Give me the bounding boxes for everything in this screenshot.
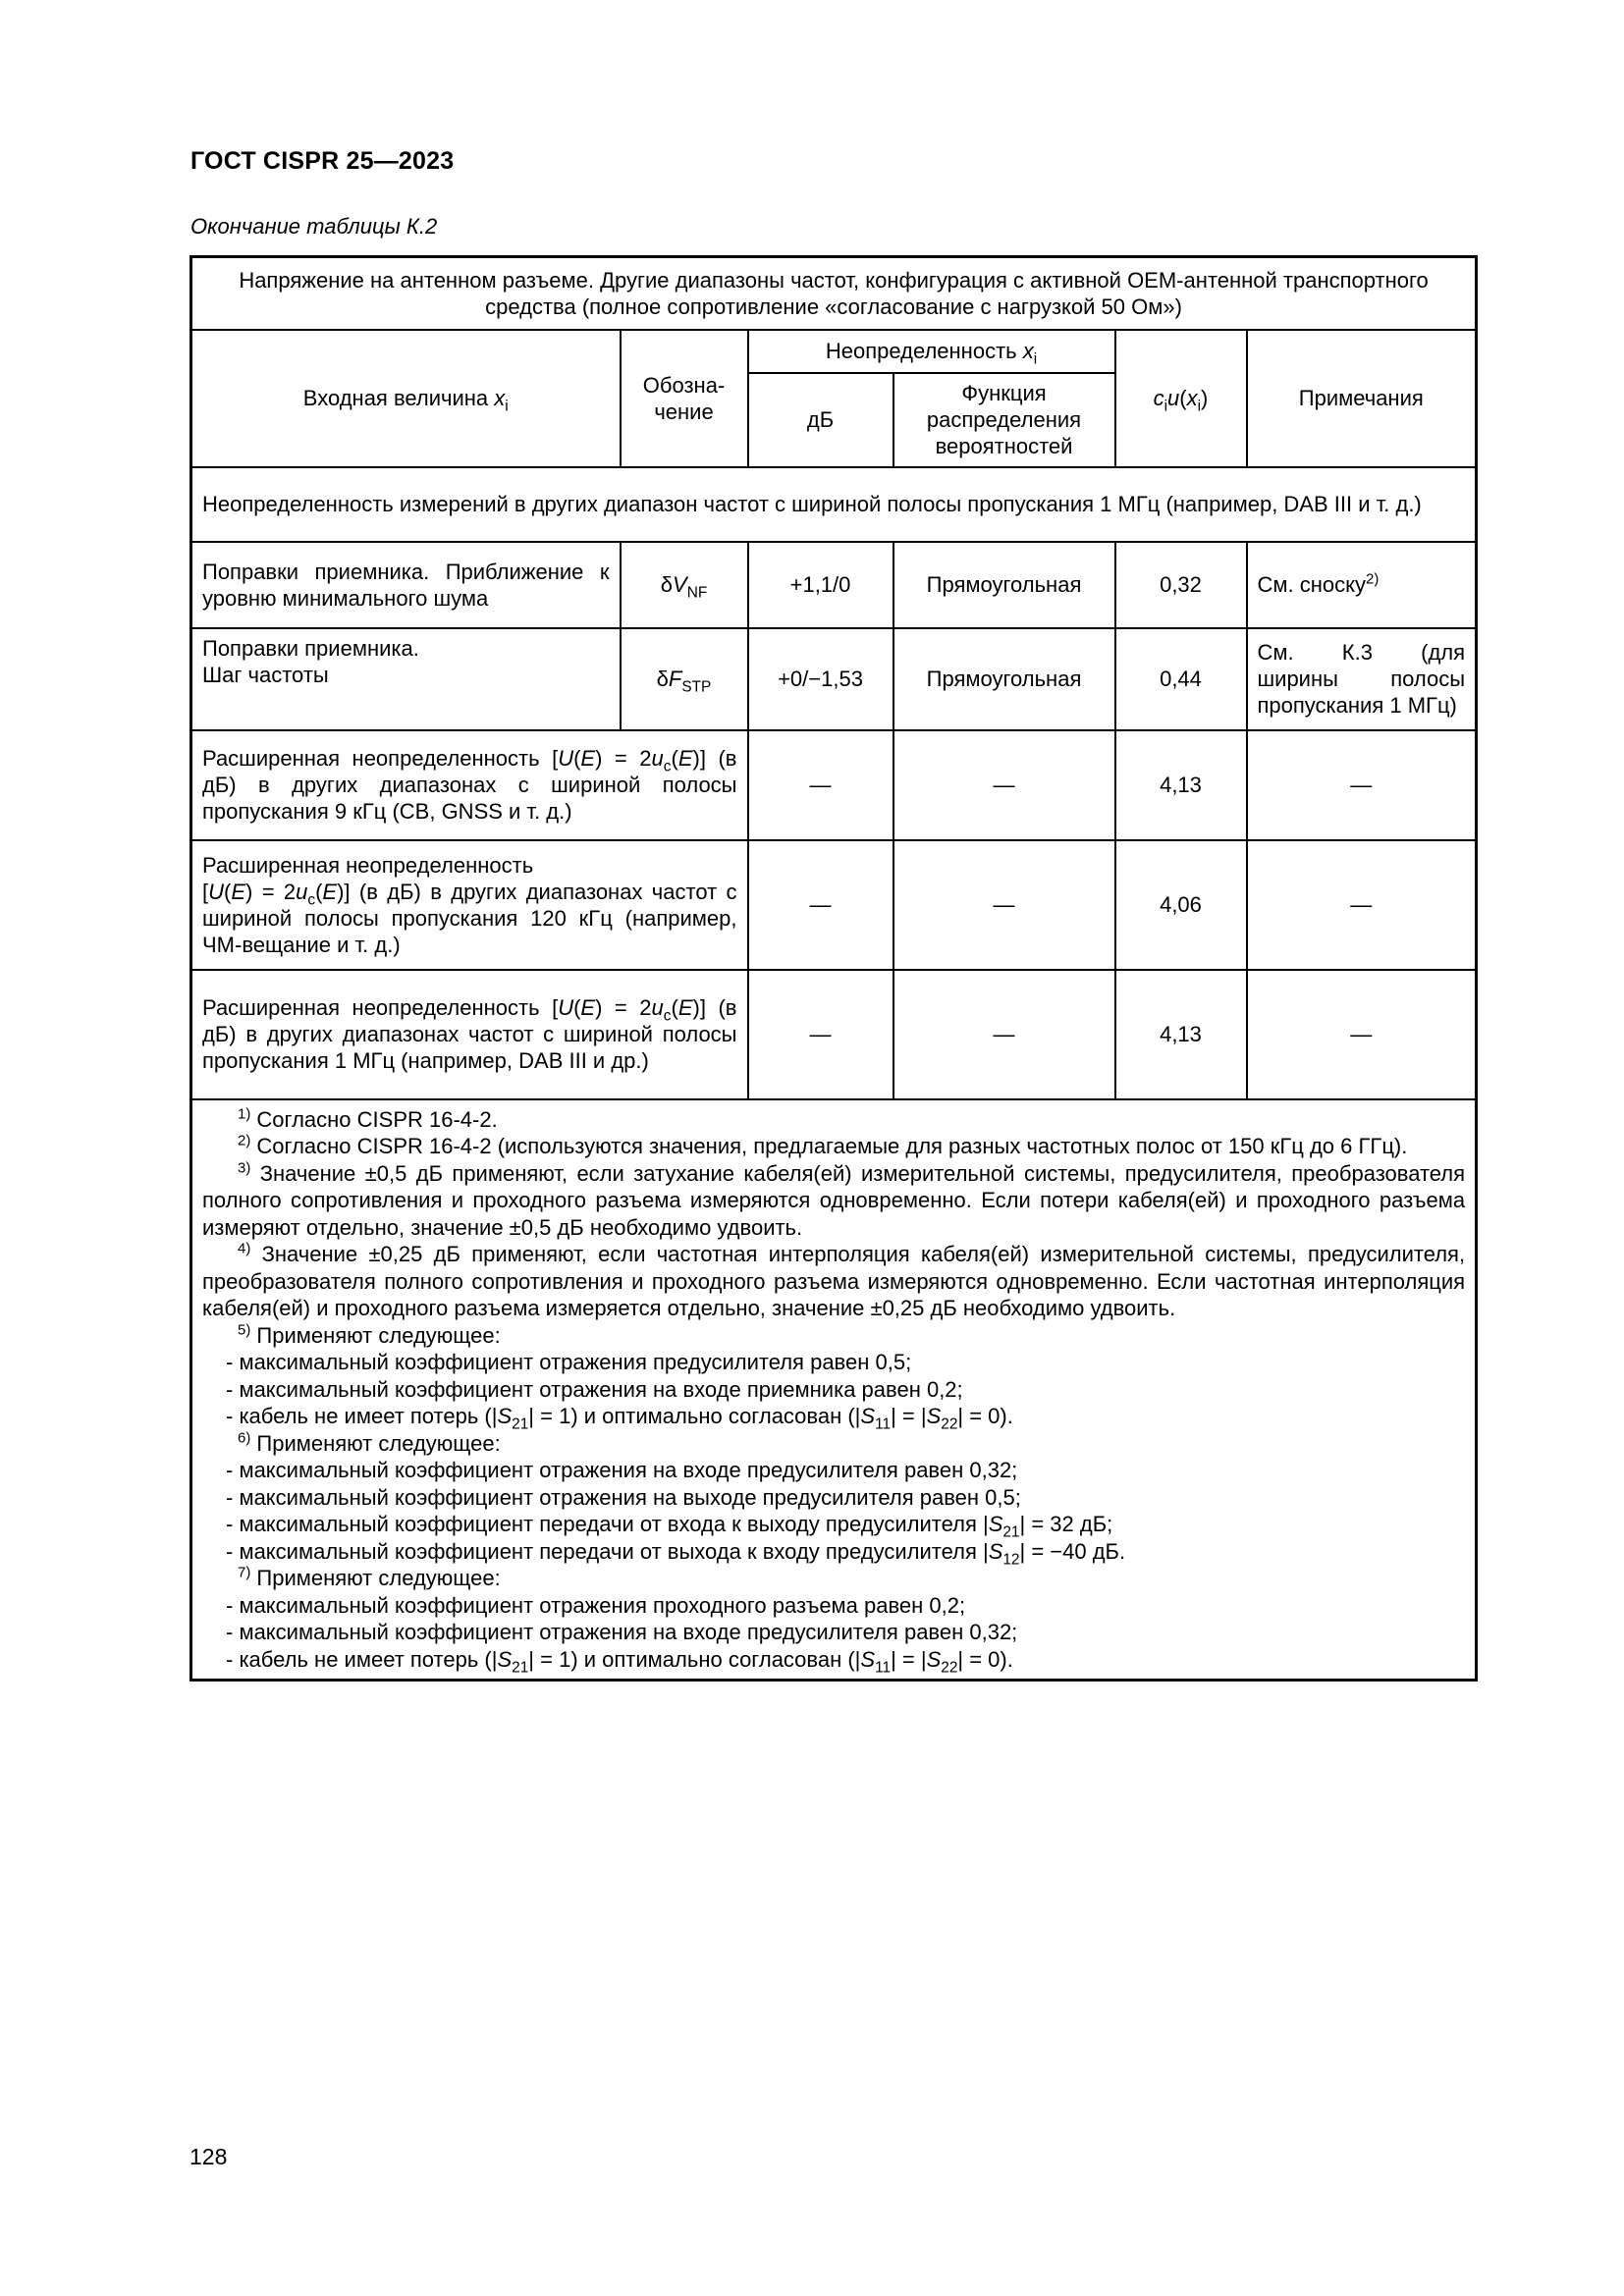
table-row-receiver-noise [191, 542, 1477, 628]
cell-db: +1,1/0 [748, 542, 893, 628]
cell-db: — [748, 840, 893, 970]
document-header: ГОСТ CISPR 25—2023 [190, 147, 455, 175]
footnote-6-item-4: - максимальный коэффициент передачи от выхода к входу предусилителя $|S_{12}| = -40$ дБ. [226, 1538, 1126, 1568]
footnote-6: $^{6)}$ Применяют следующее: [238, 1429, 501, 1456]
cell-db: — [748, 730, 893, 840]
footnote-7-item-1: - максимальный коэффициент отражения проходного разъема равен 0,2; [226, 1592, 966, 1618]
cell-note: — [1247, 840, 1477, 970]
table-header-row-1 [191, 330, 1477, 373]
footnote-1: $^{1)}$ Согласно CISPR 16-4-2. [238, 1105, 498, 1132]
cell-note: См. сноску$^{2)}$ [1247, 542, 1477, 628]
cell-expanded-label: Расширенная неопределенность $[U(E) = 2u_c(E)]$ (в дБ) в других диапазонах частот с шириной полосы пропускания 1 МГц (например, DAB III и др.) [191, 970, 748, 1099]
footnote-6-item-3: - максимальный коэффициент передачи от входа к выходу предусилителя $|S_{21}| = 32$ дБ; [226, 1512, 1113, 1541]
header-uncertainty: Неопределенность $x_i$ [748, 330, 1115, 373]
table-row-expanded-1mhz [191, 970, 1477, 1099]
footnote-5: $^{5)}$ Применяют следующее: [238, 1321, 501, 1348]
cell-distribution: Прямоугольная [893, 542, 1115, 628]
footnote-6-item-2: - максимальный коэффициент отражения на выходе предусилителя равен 0,5; [226, 1484, 1021, 1510]
footnote-7-item-2: - максимальный коэффициент отражения на входе предусилителя равен 0,32; [226, 1620, 1018, 1644]
cell-distribution: Прямоугольная [893, 628, 1115, 730]
footnote-2: $^{2)}$ Согласно CISPR 16-4-2 (используются значения, предлагаемые для разных частотных полос от 150 кГц до 6 ГГц). [238, 1132, 1408, 1158]
footnote-4: $^{4)}$ Значение ±0,25 дБ применяют, если частотная интерполяция кабеля(ей) измерительной системы, предусилителя, преобразователя полного сопротивления и проходного разъема измеряются одновременно. Если частотная интерполяция кабеля(ей) и проходного разъема измеряется отдельно, значение ±0,25 дБ необходимо удвоить. [202, 1240, 1466, 1320]
header-notes: Примечания [1247, 330, 1477, 467]
footnote-7-item-3: - кабель не имеет потерь $(|S_{21}| = 1)$ и оптимально согласован $(|S_{11}| = |S_{22}| = 0)$. [226, 1646, 1013, 1676]
cell-distribution: — [893, 840, 1115, 970]
section-row-text: Неопределенность измерений в других диапазон частот с шириной полосы пропускания 1 МГц (например, DAB III и т. д.) [191, 467, 1477, 542]
table-footnotes-row [191, 1099, 1477, 1681]
cell-distribution: — [893, 970, 1115, 1099]
header-distribution: Функция распределения вероятностей [893, 373, 1115, 467]
cell-db: — [748, 970, 893, 1099]
table-row-expanded-9khz [191, 730, 1477, 840]
footnote-5-item-1: - максимальный коэффициент отражения предусилителя равен 0,5; [226, 1350, 912, 1374]
cell-note: См. К.3 (для ширины полосы пропускания 1 МГц) [1247, 628, 1477, 730]
footnotes-block [191, 1099, 1477, 1681]
cell-ciu: 0,32 [1115, 542, 1247, 628]
cell-ciu: 4,13 [1115, 970, 1247, 1099]
cell-distribution: — [893, 730, 1115, 840]
cell-note: — [1247, 970, 1477, 1099]
table-title-row [191, 257, 1477, 330]
cell-ciu: 4,06 [1115, 840, 1247, 970]
cell-expanded-label: Расширенная неопределенность $[U(E) = 2u_c(E)]$ (в дБ) в других диапазонах частот с шириной полосы пропускания 120 кГц (например, ЧМ-вещание и т. д.) [191, 840, 748, 970]
footnote-5-item-2: - максимальный коэффициент отражения на входе приемника равен 0,2; [226, 1376, 963, 1402]
table-row-frequency-step [191, 628, 1477, 730]
footnote-5-item-3: - кабель не имеет потерь $(|S_{21}| = 1)$ и оптимально согласован $(|S_{11}| = |S_{22}| = 0)$. [226, 1404, 1013, 1433]
cell-db: +0/−1,53 [748, 628, 893, 730]
table-k2 [189, 255, 1478, 1682]
cell-symbol: $\delta F_{STP}$ [621, 628, 748, 730]
header-designation: Обозна- чение [621, 330, 748, 467]
table-section-row [191, 467, 1477, 542]
cell-expanded-label: Расширенная неопределенность $[U(E) = 2u_c(E)]$ (в дБ) в других диапазонах с шириной полосы пропускания 9 кГц (СВ, GNSS и т. д.) [191, 730, 748, 840]
header-db: дБ [748, 373, 893, 467]
header-input-quantity: Входная величина $x_i$ [191, 330, 621, 467]
cell-ciu: 0,44 [1115, 628, 1247, 730]
footnote-3: $^{3)}$ Значение ±0,5 дБ применяют, если затухание кабеля(ей) измерительной системы, предусилителя, преобразователя полного сопротивления и проходного разъема измеряются одновременно. Если потери кабеля(ей) и проходного разъема измеряют отдельно, значение ±0,5 дБ необходимо удвоить. [202, 1159, 1466, 1240]
table-title: Напряжение на антенном разъеме. Другие диапазоны частот, конфигурация с активной ОЕМ-антенной транспортного средства (полное сопротивление «согласование с нагрузкой 50 Ом») [191, 257, 1477, 330]
cell-note: — [1247, 730, 1477, 840]
header-ciuxi: $c_iu(x_i)$ [1115, 330, 1247, 467]
table-caption: Окончание таблицы К.2 [190, 214, 438, 239]
page-number: 128 [189, 2144, 228, 2169]
footnote-7: $^{7)}$ Применяют следующее: [238, 1564, 501, 1590]
cell-symbol: $\delta V_{NF}$ [621, 542, 748, 628]
table-row-expanded-120khz [191, 840, 1477, 970]
cell-ciu: 4,13 [1115, 730, 1247, 840]
cell-input-quantity: Поправки приемника. Шаг частоты [191, 628, 621, 730]
cell-input-quantity: Поправки приемника. Приближение к уровню минимального шума [191, 542, 621, 628]
footnote-6-item-1: - максимальный коэффициент отражения на входе предусилителя равен 0,32; [226, 1458, 1018, 1482]
